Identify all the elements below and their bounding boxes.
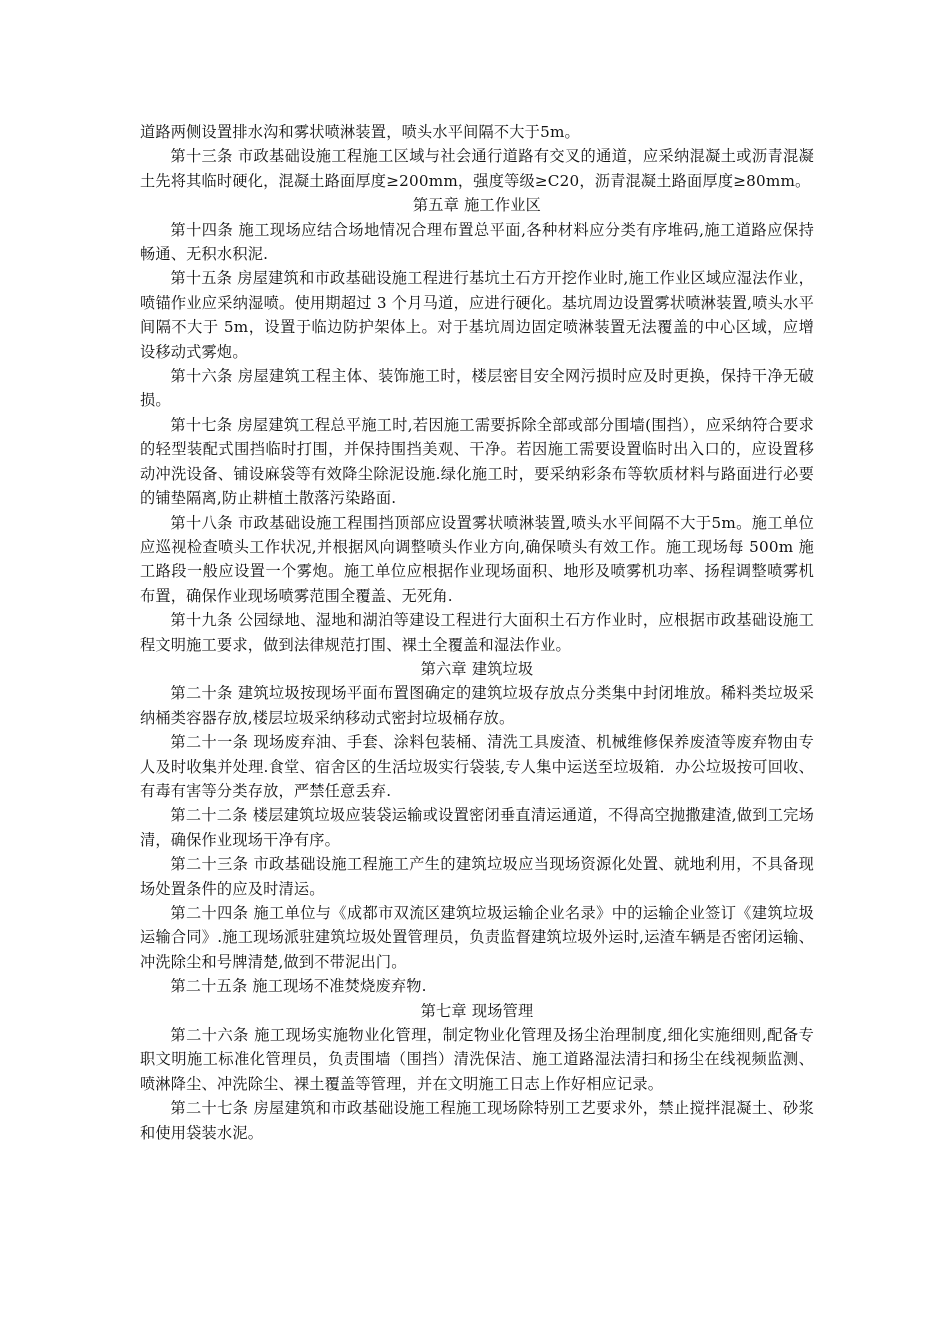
chapter-5-heading: 第五章 施工作业区 (412, 196, 542, 215)
chapter-7-heading: 第七章 现场管理 (420, 1001, 534, 1020)
article-20: 第二十条 建筑垃圾按现场平面布置图确定的建筑垃圾存放点分类集中封闭堆放。稀料类垃圾采纳桶类容器存放,楼层垃圾采纳移动式密封垃圾桶存放。 (140, 684, 814, 727)
article-15: 第十五条 房屋建筑和市政基础设施工程进行基坑土石方开挖作业时,施工作业区域应湿法作业，喷锚作业应采纳湿喷。使用期超过 3 个月马道，应进行硬化。基坑周边设置雾状喷淋装置,喷头水平间隔不大于 5m，设置于临边防护架体上。对于基坑周边固定喷淋装置无法覆盖的中心区域，应增设移动式雾炮。 (140, 269, 814, 361)
article-25: 第二十五条 施工现场不准焚烧废弃物. (170, 977, 427, 996)
article-13: 第十三条 市政基础设施工程施工区域与社会通行道路有交叉的通道，应采纳混凝土或沥青混凝土先将其临时硬化，混凝土路面厚度≥200mm，强度等级≥C20，沥青混凝土路面厚度≥80mm。 (140, 147, 814, 190)
article-24: 第二十四条 施工单位与《成都市双流区建筑垃圾运输企业名录》中的运输企业签订《建筑垃圾运输合同》.施工现场派驻建筑垃圾处置管理员，负责监督建筑垃圾外运时,运渣车辆是否密闭运输、冲洗除尘和号牌清楚,做到不带泥出门。 (140, 904, 814, 971)
article-27: 第二十七条 房屋建筑和市政基础设施工程施工现场除特别工艺要求外，禁止搅拌混凝土、砂浆和使用袋装水泥。 (140, 1099, 814, 1142)
article-22: 第二十二条 楼层建筑垃圾应装袋运输或设置密闭垂直清运通道，不得高空抛撒建渣,做到工完场清，确保作业现场干净有序。 (140, 806, 814, 849)
document-page (140, 120, 814, 1145)
article-18: 第十八条 市政基础设施工程围挡顶部应设置雾状喷淋装置,喷头水平间隔不大于5m。施工单位应巡视检查喷头工作状况,并根据风向调整喷头作业方向,确保喷头有效工作。施工现场每 500m 施工路段一般应设置一个雾炮。施工单位应根据作业现场面积、地形及喷雾机功率、扬程调整喷雾机布置，确保作业现场喷雾范围全覆盖、无死角. (140, 513, 814, 605)
article-23: 第二十三条 市政基础设施工程施工产生的建筑垃圾应当现场资源化处置、就地利用，不具备现场处置条件的应及时清运。 (140, 855, 814, 898)
article-17: 第十七条 房屋建筑工程总平施工时,若因施工需要拆除全部或部分围墙(围挡），应采纳符合要求的轻型装配式围挡临时打围，并保持围挡美观、干净。若因施工需要设置临时出入口的，应设置移动冲洗设备、铺设麻袋等有效降尘除泥设施.绿化施工时，要采纳彩条布等软质材料与路面进行必要的铺垫隔离,防止耕植土散落污染路面. (140, 415, 814, 508)
article-21: 第二十一条 现场废弃油、手套、涂料包装桶、清洗工具废渣、机械维修保养废渣等废弃物由专人及时收集并处理.食堂、宿舍区的生活垃圾实行袋装,专人集中运送至垃圾箱．办公垃圾按可回收、有毒有害等分类存放，严禁任意丢弃. (140, 733, 814, 800)
article-26: 第二十六条 施工现场实施物业化管理，制定物业化管理及扬尘治理制度,细化实施细则,配备专职文明施工标准化管理员，负责围墙（围挡）清洗保洁、施工道路湿法清扫和扬尘在线视频监测、喷淋降尘、冲洗除尘、裸土覆盖等管理，并在文明施工日志上作好相应记录。 (140, 1026, 814, 1093)
article-16: 第十六条 房屋建筑工程主体、装饰施工时，楼层密目安全网污损时应及时更换，保持干净无破损。 (140, 367, 814, 410)
article-14: 第十四条 施工现场应结合场地情况合理布置总平面,各种材料应分类有序堆码,施工道路应保持畅通、无积水积泥. (140, 220, 814, 264)
paragraph-continued: 道路两侧设置排水沟和雾状喷淋装置，喷头水平间隔不大于5m。 (140, 123, 580, 141)
chapter-6-heading: 第六章 建筑垃圾 (420, 659, 534, 678)
article-19: 第十九条 公园绿地、湿地和湖泊等建设工程进行大面积土石方作业时，应根据市政基础设施工程文明施工要求，做到法律规范打围、裸土全覆盖和湿法作业。 (140, 611, 814, 654)
